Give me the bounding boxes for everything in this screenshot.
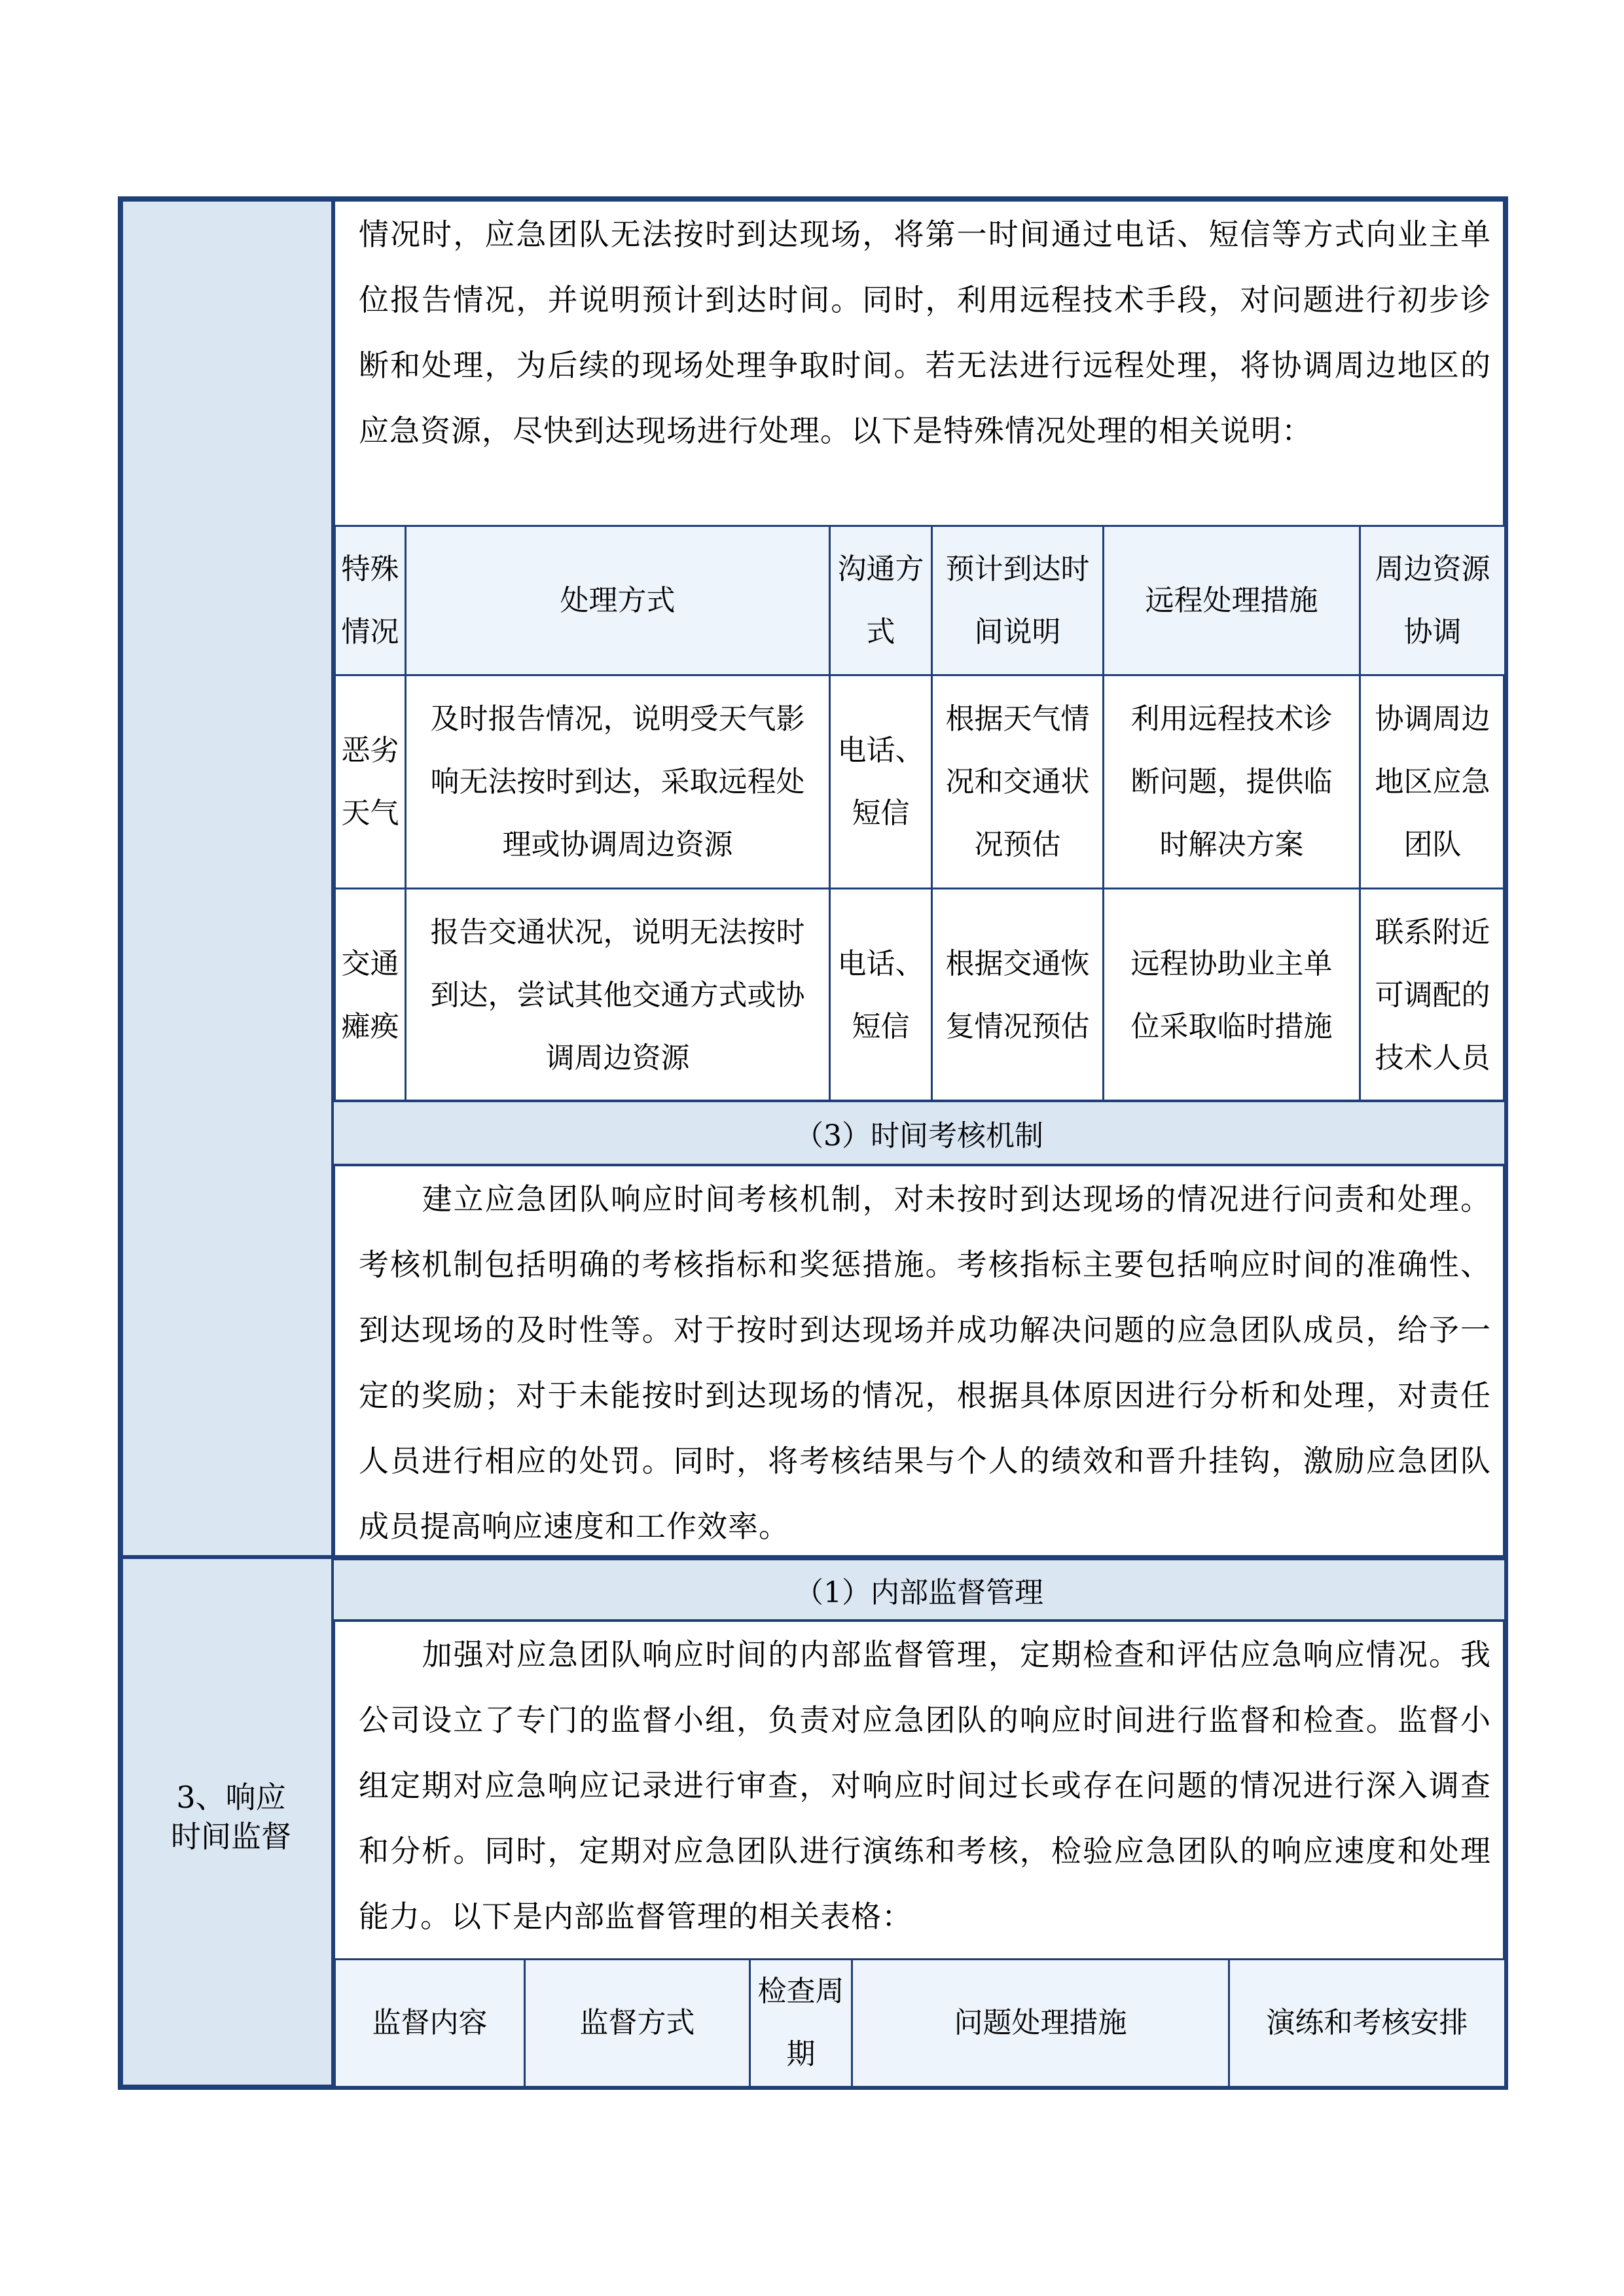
section-title-time-assessment: （3）时间考核机制 bbox=[334, 1100, 1504, 1166]
header-resource-coordination: 周边资源协调 bbox=[1360, 526, 1506, 675]
table-row-cell: 及时报告情况，说明受天气影响无法按时到达，采取远程处理或协调周边资源 bbox=[406, 675, 830, 889]
table-row-cell: 根据天气情况和交通状况预估 bbox=[932, 675, 1104, 889]
header-communication: 沟通方式 bbox=[830, 526, 932, 675]
table-row-cell: 利用远程技术诊断问题，提供临时解决方案 bbox=[1104, 675, 1360, 889]
main-table bbox=[118, 196, 1508, 2090]
header-arrival-estimate: 预计到达时间说明 bbox=[932, 526, 1104, 675]
intro-paragraph: 情况时，应急团队无法按时到达现场，将第一时间通过电话、短信等方式向业主单位报告情况，并说明预计到达时间。同时，利用远程技术手段，对问题进行初步诊断和处理，为后续的现场处理争取时间。若无法进行远程处理，将协调周边地区的应急资源，尽快到达现场进行处理。以下是特殊情况处理的相关说明： bbox=[359, 217, 1491, 448]
table-row-cell: 根据交通恢复情况预估 bbox=[932, 889, 1104, 1102]
internal-supervision-paragraph: 加强对应急团队响应时间的内部监督管理，定期检查和评估应急响应情况。我公司设立了专门的监督小组，负责对应急团队的响应时间进行监督和检查。监督小组定期对应急响应记录进行审查，对响应时间过长或存在问题的情况进行深入调查和分析。同时，定期对应急团队进行演练和考核，检验应急团队的响应速度和处理能力。以下是内部监督管理的相关表格： bbox=[359, 1637, 1491, 1934]
table-row-cell: 协调周边地区应急团队 bbox=[1360, 675, 1506, 889]
table-row-cell: 联系附近可调配的技术人员 bbox=[1360, 889, 1506, 1102]
header-inspection-cycle: 检查周期 bbox=[750, 1960, 852, 2087]
header-special-situation: 特殊情况 bbox=[335, 526, 406, 675]
table-row-cell: 恶劣天气 bbox=[335, 675, 406, 889]
header-problem-handling: 问题处理措施 bbox=[852, 1960, 1229, 2087]
header-drill-assessment: 演练和考核安排 bbox=[1229, 1960, 1506, 2087]
special-situations-table bbox=[334, 525, 1504, 1101]
header-supervision-content: 监督内容 bbox=[335, 1960, 525, 2087]
row-divider bbox=[123, 1555, 331, 1559]
left-column-top bbox=[123, 202, 331, 1558]
table-row-cell: 电话、短信 bbox=[830, 889, 932, 1102]
header-remote-measures: 远程处理措施 bbox=[1104, 526, 1360, 675]
table-row-cell: 电话、短信 bbox=[830, 675, 932, 889]
header-handling-method: 处理方式 bbox=[406, 526, 830, 675]
table-row-cell: 报告交通状况，说明无法按时到达，尝试其他交通方式或协调周边资源 bbox=[406, 889, 830, 1102]
table-row-cell: 交通瘫痪 bbox=[335, 889, 406, 1102]
section-title-internal-supervision: （1）内部监督管理 bbox=[334, 1558, 1504, 1622]
header-supervision-method: 监督方式 bbox=[525, 1960, 750, 2087]
time-assessment-paragraph: 建立应急团队响应时间考核机制，对未按时到达现场的情况进行问责和处理。考核机制包括明确的考核指标和奖惩措施。考核指标主要包括响应时间的准确性、到达现场的及时性等。对于按时到达现场并成功解决问题的应急团队成员，给予一定的奖励；对于未能按时到达现场的情况，根据具体原因进行分析和处理，对责任人员进行相应的处罚。同时，将考核结果与个人的绩效和晋升挂钩，激励应急团队成员提高响应速度和工作效率。 bbox=[359, 1181, 1491, 1544]
table-row-cell: 远程协助业主单位采取临时措施 bbox=[1104, 889, 1360, 1102]
row-label-response-supervision: 3、响应时间监督 bbox=[171, 1780, 291, 1854]
supervision-table bbox=[334, 1958, 1504, 2085]
